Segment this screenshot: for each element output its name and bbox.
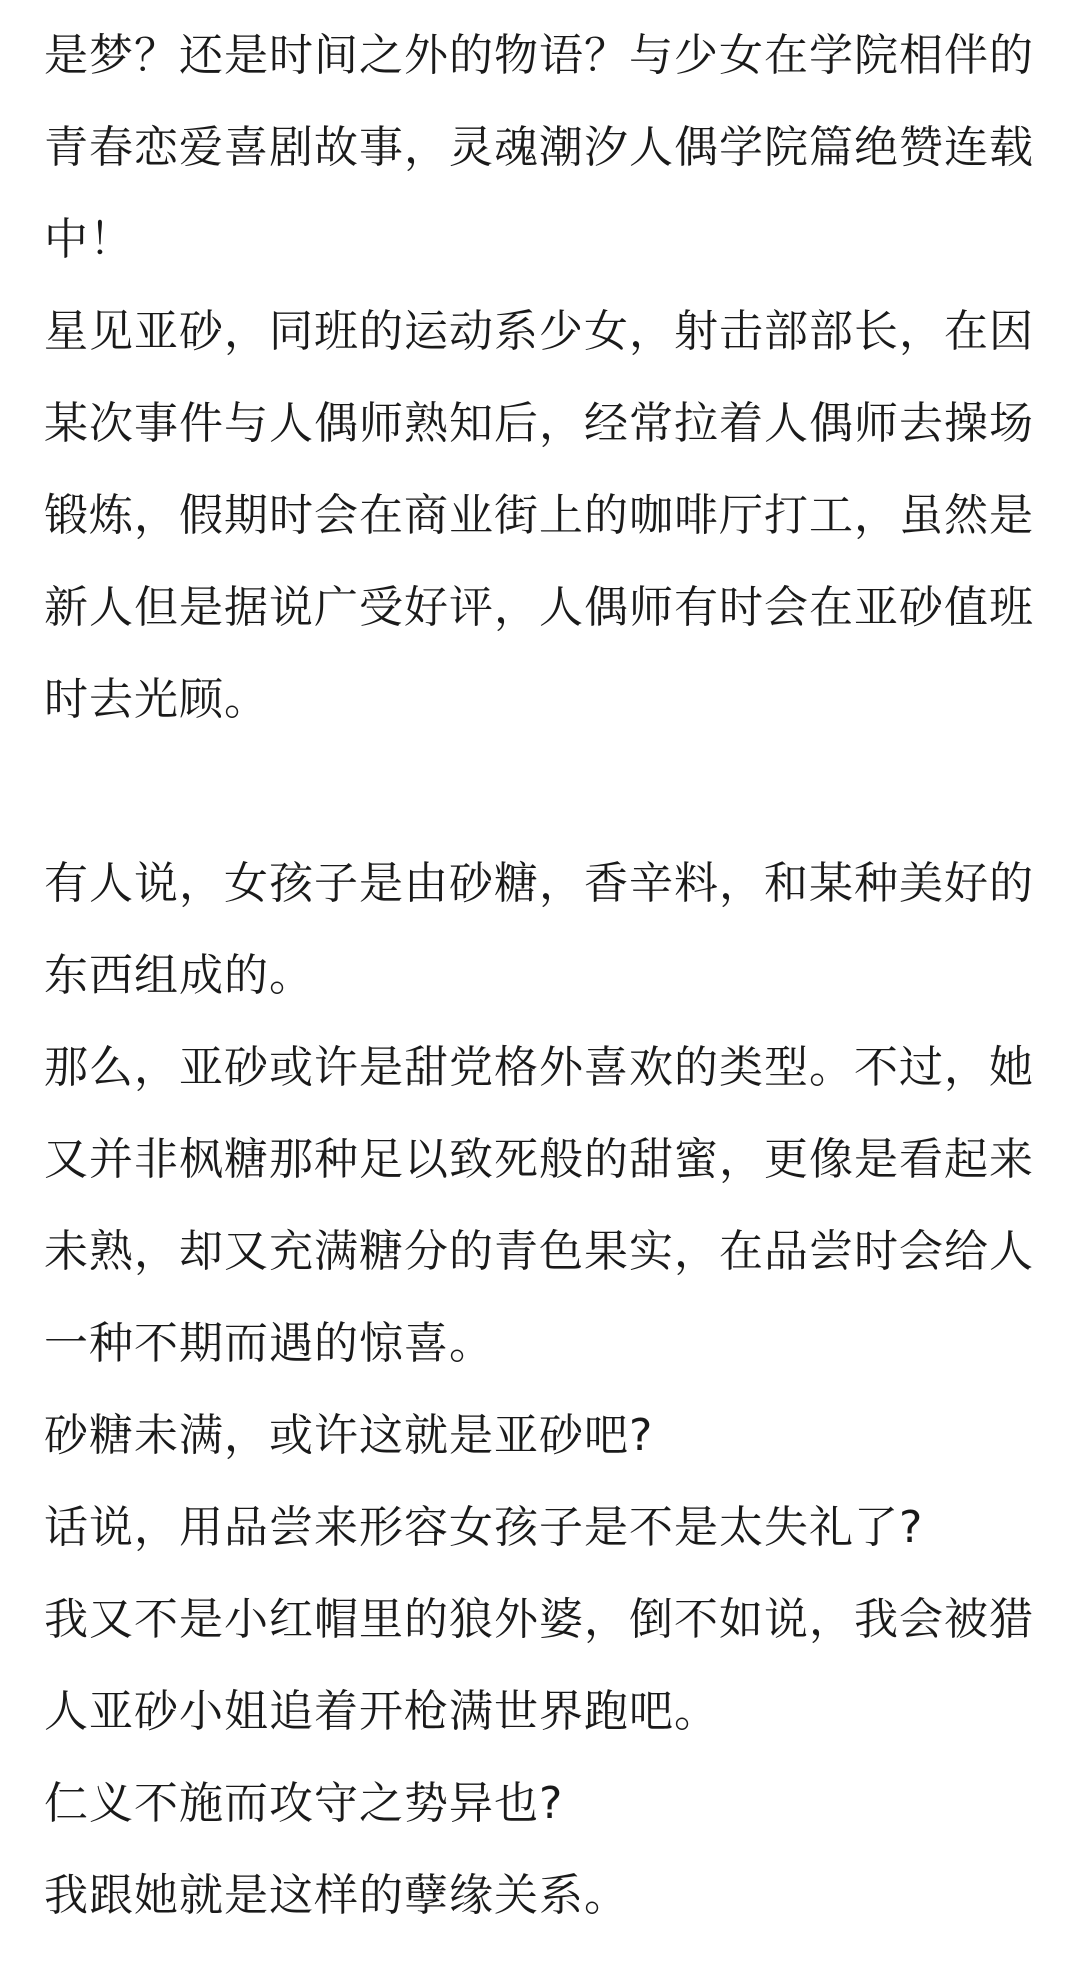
paragraph-quote: 仁义不施而攻守之势异也?: [44, 1778, 564, 1829]
paragraph-sweet-type: 那么，亚砂或许是甜党格外喜欢的类型。不过，她又并非枫糖那种足以致死般的甜蜜，更像是看起来未熟，却又充满糖分的青色果实，在品尝时会给人一种不期而遇的惊喜。: [44, 1042, 1034, 1369]
paragraph-spacer: [44, 746, 1044, 838]
paragraph-intro: 是梦？还是时间之外的物语？与少女在学院相伴的青春恋爱喜剧故事，灵魂潮汐人偶学院篇绝赞连载中！: [44, 30, 1034, 265]
paragraph-sugar-spice: 有人说，女孩子是由砂糖，香辛料，和某种美好的东西组成的。: [44, 858, 1034, 1001]
paragraph-sugar-unfilled: 砂糖未满，或许这就是亚砂吧?: [44, 1410, 654, 1461]
paragraph-relationship: 我跟她就是这样的孽缘关系。: [44, 1870, 629, 1921]
paragraph-rude-question: 话说，用品尝来形容女孩子是不是太失礼了?: [44, 1502, 924, 1553]
article-body: [44, 10, 1044, 1942]
paragraph-red-riding-hood: 我又不是小红帽里的狼外婆，倒不如说，我会被猎人亚砂小姐追着开枪满世界跑吧。: [44, 1594, 1034, 1737]
paragraph-character-profile: 星见亚砂，同班的运动系少女，射击部部长，在因某次事件与人偶师熟知后，经常拉着人偶师去操场锻炼，假期时会在商业街上的咖啡厅打工，虽然是新人但是据说广受好评，人偶师有时会在亚砂值班时去光顾。: [44, 306, 1034, 725]
